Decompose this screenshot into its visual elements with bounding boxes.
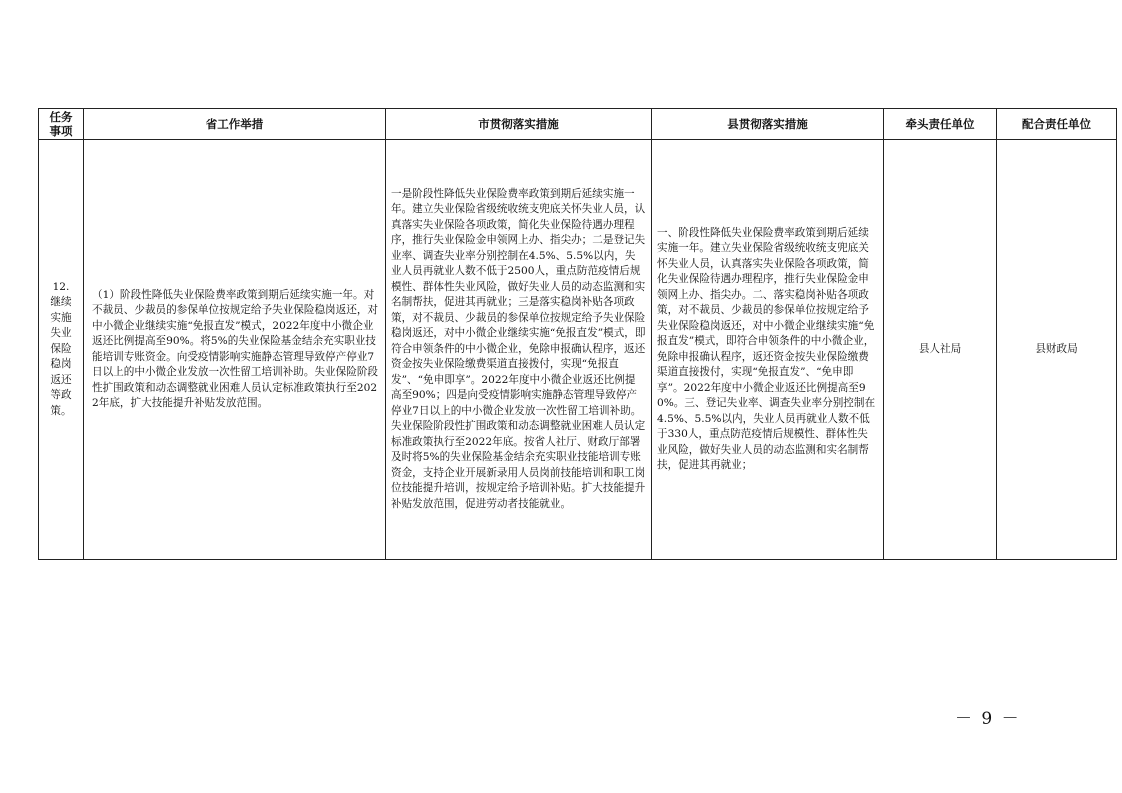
header-province-measures: 省工作举措: [84, 109, 386, 140]
header-task: 任务 事项: [39, 109, 84, 140]
cell-task: 12. 继续 实施 失业 保险 稳岗 返还 等政 策。: [39, 140, 84, 560]
cell-county-measures: 一、阶段性降低失业保险费率政策到期后延续实施一年。建立失业保险省级统收统支兜底关怀失业人员，认真落实失业保险各项政策，简化失业保险待遇办理程序，推行失业保险金申领网上办、指尖办。二、落实稳岗补贴各项政策，对不裁员、少裁员的参保单位按规定给予失业保险稳岗返还，对中小微企业继续实施“免报直发”模式，即符合申领条件的中小微企业，免除申报确认程序，返还资金按失业保险缴费渠道直接拨付，实现“免报直发”、“免申即享”。2022年度中小微企业返还比例提高至90%。三、登记失业率、调查失业率分别控制在4.5%、5.5%以内，失业人员再就业人数不低于330人，重点防范疫情后规模性、群体性失业风险，做好失业人员的动态监测和实名制帮扶，促进其再就业；: [652, 140, 884, 560]
header-lead-unit: 牵头责任单位: [884, 109, 997, 140]
page-number: － 9 －: [955, 709, 1021, 729]
header-county-measures: 县贯彻落实措施: [652, 109, 884, 140]
header-city-measures: 市贯彻落实措施: [386, 109, 652, 140]
cell-city-measures: 一是阶段性降低失业保险费率政策到期后延续实施一年。建立失业保险省级统收统支兜底关怀失业人员，认真落实失业保险各项政策，简化失业保险待遇办理程序，推行失业保险金申领网上办、指尖办；二是登记失业率、调查失业率分别控制在4.5%、5.5%以内，失业人员再就业人数不低于2500人，重点防范疫情后规模性、群体性失业风险，做好失业人员的动态监测和实名制帮扶，促进其再就业；三是落实稳岗补贴各项政策，对不裁员、少裁员的参保单位按规定给予失业保险稳岗返还，对中小微企业继续实施“免报直发”模式，即符合申领条件的中小微企业，免除申报确认程序，返还资金按失业保险缴费渠道直接拨付，实现“免报直发”、“免申即享”。2022年度中小微企业返还比例提高至90%；四是向受疫情影响实施静态管理导致停产停业7日以上的中小微企业发放一次性留工培训补助。失业保险阶段性扩围政策和动态调整就业困难人员认定标准政策执行至2022年底。按省人社厅、财政厅部署及时将5%的失业保险基金结余充实职业技能培训专账资金，支持企业开展新录用人员岗前技能培训和职工岗位技能提升培训，按规定给予培训补贴。扩大技能提升补贴发放范围，促进劳动者技能就业。: [386, 140, 652, 560]
cell-coop-unit: 县财政局: [997, 140, 1117, 560]
table-header-row: [39, 109, 1117, 140]
header-coop-unit: 配合责任单位: [997, 109, 1117, 140]
policy-table: [38, 108, 1117, 560]
cell-province-measures: （1）阶段性降低失业保险费率政策到期后延续实施一年。对不裁员、少裁员的参保单位按规定给予失业保险稳岗返还，对中小微企业继续实施“免报直发”模式，2022年度中小微企业返还比例提高至90%。将5%的失业保险基金结余充实职业技能培训专账资金。向受疫情影响实施静态管理导致停产停业7日以上的中小微企业发放一次性留工培训补助。失业保险阶段性扩围政策和动态调整就业困难人员认定标准政策执行至2022年底，扩大技能提升补贴发放范围。: [84, 140, 386, 560]
table-row: [39, 140, 1117, 560]
cell-lead-unit: 县人社局: [884, 140, 997, 560]
